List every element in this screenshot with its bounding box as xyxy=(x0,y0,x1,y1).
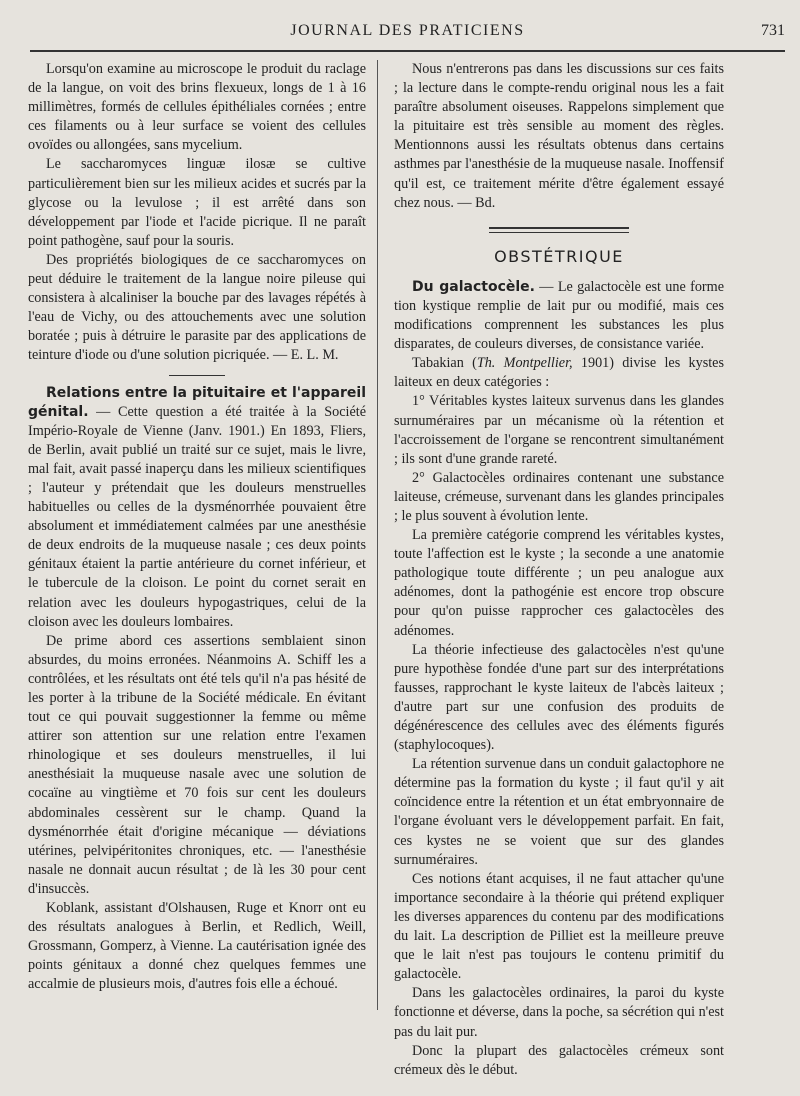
paragraph: Nous n'entrerons pas dans les discussions sur ces faits ; la lecture dans le compte-rendu original nous les a fait paraître absolument oiseuses. Rappelons simplement que la pituitaire est très sensible au moment des règles. Mentionnons aussi les résultats obtenus dans certains asthmes par l'anesthésie de la muqueuse nasale. Inoffensif qu'il est, ce traitement mérite d'être également essayé chez nous. — Bd. xyxy=(394,61,724,211)
page-number: 731 xyxy=(761,22,785,39)
section-separator xyxy=(489,227,629,233)
article-paragraph xyxy=(28,384,366,632)
paragraph: 2° Galactocèles ordinaires contenant une substance laiteuse, crémeuse, survenant dans les glandes principales ; le plus souvent à évolution lente. xyxy=(394,469,724,524)
paragraph: Le saccharomyces linguæ ilosæ se cultive particulièrement bien sur les milieux acides et sucrés par la glycose ou la levulose ; il est arrêté dans son développement par l'iode et l'acide picrique. Il ne paraît point pathogène, sauf pour la souris. xyxy=(28,156,366,249)
paragraph: La théorie infectieuse des galactocèles n'est qu'une pure hypothèse fondée d'une part sur des interprétations fausses, rapprochant le kyste laiteux de l'abcès laiteux ; d'autre part sur une confusion des produits de dégénérescence des cellules avec des éléments figurés (staphylocoques). xyxy=(394,641,724,754)
paragraph: Donc la plupart des galactocèles crémeux sont crémeux dès le début. xyxy=(394,1042,724,1078)
header-rule xyxy=(30,50,785,52)
journal-title: JOURNAL DES PRATICIENS xyxy=(290,22,525,39)
paragraph-text: — Le galactocèle est une forme tion kystique remplie de lait pur ou modifié, mais ces modifications comprennent les substances les plus disparates, de couleurs diverses, de consistance variée. xyxy=(394,278,724,353)
left-column xyxy=(28,60,366,995)
article-title: Du galactocèle. xyxy=(412,278,535,295)
paragraph-text: Tabakian ( xyxy=(412,355,477,372)
paragraph: La rétention survenue dans un conduit galactophore ne détermine pas la formation du kyste ; il faut qu'il y ait coïncidence entre la rétention et un état embryonnaire de l'organe évoluant vers le développement parfait. En fait, ces kystes ne se voient que sur des glandes surnuméraires. xyxy=(394,756,724,868)
right-column xyxy=(394,60,724,1080)
paragraph: Des propriétés biologiques de ce saccharomyces on peut déduire le traitement de la langue noire pileuse qui consistera à alcaliniser la bouche par des lavages répétés à l'eau de Vichy, ou des attouchements avec une solution boratée ; puis à détruire le parasite par des applications de teinture d'iode ou d'une solution picriquée. — E. L. M. xyxy=(28,251,366,364)
paragraph: Dans les galactocèles ordinaires, la paroi du kyste fonctionne et déverse, dans la poche, sa sécrétion qui n'est pas du lait pur. xyxy=(394,985,724,1040)
running-head xyxy=(30,20,785,42)
paragraph: Lorsqu'on examine au microscope le produit du raclage de la langue, on voit des brins flexueux, longs de 1 à 16 millimètres, formés de cellules épithéliales cornées ; entre ces filaments ou à leur surface se voient des cellules ovoïdes ou allongées, sans mycelium. xyxy=(28,61,366,154)
paragraph: La première catégorie comprend les véritables kystes, toute l'affection est le kyste ; la seconde a une anatomie pathologique toute différente ; un peu analogue aux adénomes, dont la pathogénie est encore trop obscure pour qu'on puisse rapprocher ces galactocèles des adénomes. xyxy=(394,527,724,639)
paragraph: 1° Véritables kystes laiteux survenus dans les glandes surnuméraires par un mécanisme où la rétention et l'accroissement de l'organe se rencontrent simultanément ; ils sont d'une grande rareté. xyxy=(394,393,724,467)
paragraph xyxy=(394,354,724,392)
section-title: OBSTÉTRIQUE xyxy=(494,246,624,266)
article-separator xyxy=(169,375,225,376)
paragraph: De prime abord ces assertions semblaient sinon absurdes, du moins erronées. Néanmoins A. Schiff les a contrôlées, et les résultats ont été tels qu'il n'a pas hésité de les porter à la tribune de la Société médicale. En évitant tout ce qui pouvait suggestionner la femme ou même attirer son attention sur une relation entre l'examen rhinologique et ses douleurs menstruelles, il lui anesthésiait la muqueuse nasale avec une solution de cocaïne au vingtième et 70 fois sur cent les douleurs abdominales cessèrent sur le champ. Quand la dysménorrhée était d'origine mécanique — déviations utérines, pelvipéritonites chroniques, etc. — l'anesthésie nasale ne donnait aucun résultat ; de là les 30 pour cent d'insuccès. xyxy=(28,632,366,897)
paragraph: Ces notions étant acquises, il ne faut attacher qu'une importance secondaire à la théorie qui prétend expliquer les diverses apparences du contenu par des modifications du lait. La description de Pilliet est la meilleure preuve que le lait n'est pas toujours le contenu primitif du galactocèle. xyxy=(394,870,724,983)
column-divider xyxy=(377,60,378,1010)
paragraph-text: 1901) divise les kystes laiteux en deux catégories : xyxy=(394,355,724,391)
article-paragraph xyxy=(394,278,724,354)
citation: Th. Montpellier, xyxy=(476,355,573,372)
paragraph-text: — Cette question a été traitée à la Société Império-Royale de Vienne (Janv. 1901.) En 1893, Fliers, de Berlin, avait publié un traité sur ce sujet, mais le livre, mal fait, avait passé inaperçu dans les milieux scientifiques ; l'auteur y prétendait que les douleurs menstruelles habituelles ou celles de la dysménorrhée pouvaient être absolument et immédiatement calmées par une anesthésie de deux endroits de la muqueuse nasale ; ces deux points génitaux étaient la partie antérieure du cornet inférieur, et le tubercule de la cloison. Le point du cornet serait en relation avec les douleurs hypogastriques, celui de la cloison avec les douleurs lombaires. xyxy=(28,403,366,630)
paragraph: Koblank, assistant d'Olshausen, Ruge et Knorr ont eu des résultats analogues à Berlin, et Redlich, Weill, Grossmann, Gomperz, à Vienne. La cautérisation ignée des points génitaux a donné chez quelques femmes une accalmie de plusieurs mois, d'autres fois elle a échoué. xyxy=(28,900,366,993)
article-title: Relations entre la pituitaire et l'appareil génital. xyxy=(28,384,366,420)
